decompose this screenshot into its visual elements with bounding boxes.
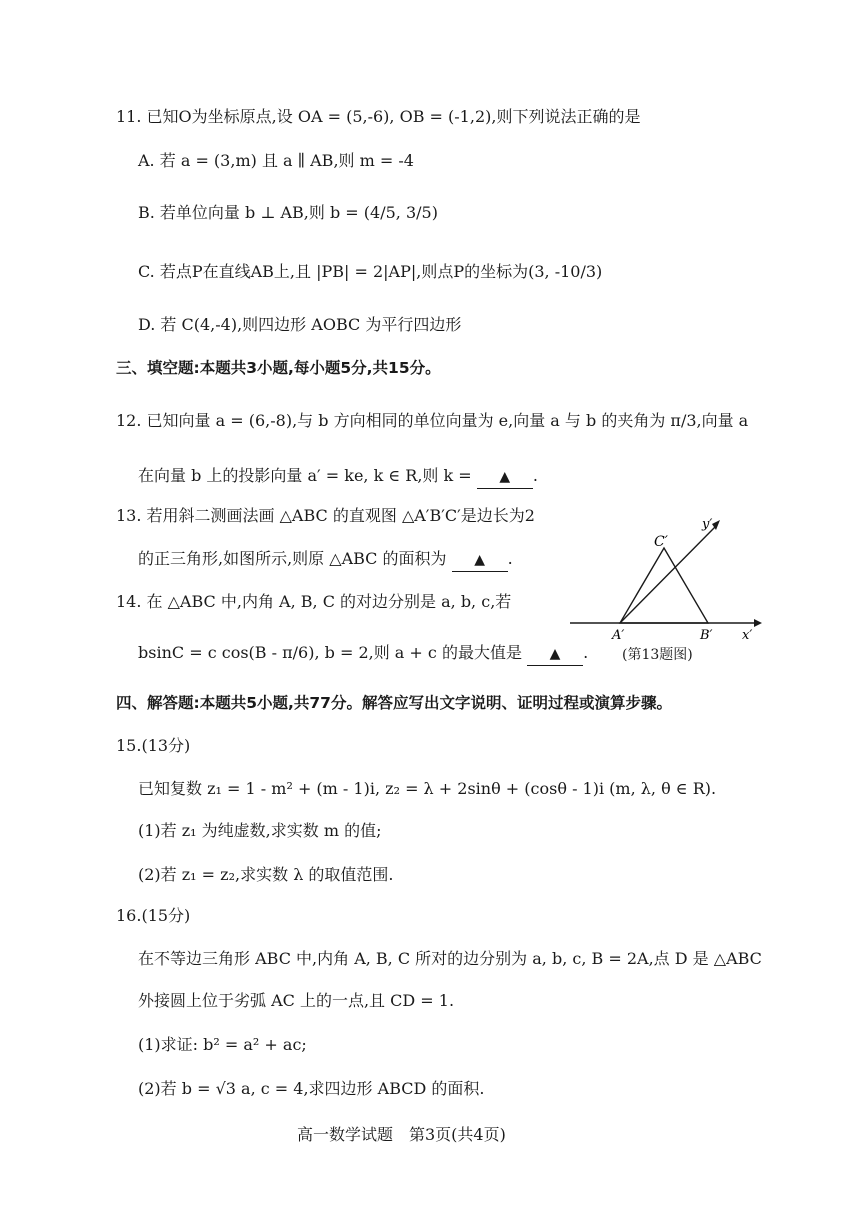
blank-triangle-icon: ▲ bbox=[499, 469, 511, 485]
q16-line1: 在不等边三角形 ABC 中,内角 A, B, C 所对的边分别为 a, b, c, B = 2A,点 D 是 △ABC bbox=[138, 949, 762, 968]
q11-stem: 11. 已知O为坐标原点,设 OA = (5,-6), OB = (-1,2),则下列说法正确的是 bbox=[116, 107, 641, 126]
triangle-a-b-c bbox=[620, 548, 708, 623]
q15-part2: (2)若 z₁ = z₂,求实数 λ 的取值范围. bbox=[138, 865, 394, 884]
q13-line2 bbox=[138, 548, 513, 572]
q12-line2 bbox=[138, 465, 538, 489]
y-axis bbox=[620, 526, 716, 623]
blank-period: . bbox=[507, 549, 513, 568]
q14-line1: 14. 在 △ABC 中,内角 A, B, C 的对边分别是 a, b, c,若 bbox=[116, 592, 512, 611]
label-a-prime: A′ bbox=[612, 628, 625, 643]
q13-line1: 13. 若用斜二测画法画 △ABC 的直观图 △A′B′C′是边长为2 bbox=[116, 506, 535, 525]
q15-part1: (1)若 z₁ 为纯虚数,求实数 m 的值; bbox=[138, 821, 382, 840]
answer-blank bbox=[477, 465, 533, 489]
blank-triangle-icon: ▲ bbox=[549, 646, 561, 662]
label-x-prime: x′ bbox=[742, 628, 753, 643]
section-fill-in-heading: 三、填空题:本题共3小题,每小题5分,共15分。 bbox=[116, 359, 441, 377]
answer-blank bbox=[452, 548, 508, 572]
q11-option-c: C. 若点P在直线AB上,且 |PB| = 2|AP|,则点P的坐标为(3, -10/3) bbox=[138, 262, 603, 281]
label-y-prime: y′ bbox=[702, 517, 713, 532]
q11-option-a: A. 若 a = (3,m) 且 a ∥ AB,则 m = -4 bbox=[138, 151, 414, 170]
q16-title: 16.(15分) bbox=[116, 906, 191, 925]
blank-triangle-icon: ▲ bbox=[474, 552, 485, 568]
blank-period: . bbox=[583, 643, 589, 662]
q11-option-b: B. 若单位向量 b ⊥ AB,则 b = (4/5, 3/5) bbox=[138, 203, 438, 222]
q15-title: 15.(13分) bbox=[116, 736, 191, 755]
q14-text: bsinC = c cos(B - π/6), b = 2,则 a + c 的最大值是 bbox=[138, 643, 522, 662]
q16-line2: 外接圆上位于劣弧 AC 上的一点,且 CD = 1. bbox=[138, 991, 455, 1010]
q15-line1: 已知复数 z₁ = 1 - m² + (m - 1)i, z₂ = λ + 2sinθ + (cosθ - 1)i (m, λ, θ ∈ R). bbox=[138, 779, 717, 798]
x-axis-arrow-icon bbox=[754, 619, 762, 627]
q12-text: 在向量 b 上的投影向量 a′ = ke, k ∈ R,则 k = bbox=[138, 466, 472, 485]
label-c-prime: C′ bbox=[654, 534, 668, 550]
blank-period: . bbox=[532, 466, 538, 485]
q13-text: 的正三角形,如图所示,则原 △ABC 的面积为 bbox=[138, 549, 447, 568]
q12-line1: 12. 已知向量 a = (6,-8),与 b 方向相同的单位向量为 e,向量 a 与 b 的夹角为 π/3,向量 a bbox=[116, 411, 749, 430]
page-footer: 高一数学试题 第3页(共4页) bbox=[297, 1125, 506, 1144]
label-b-prime: B′ bbox=[700, 628, 713, 643]
figure-caption: (第13题图) bbox=[622, 647, 693, 663]
section-answer-heading: 四、解答题:本题共5小题,共77分。解答应写出文字说明、证明过程或演算步骤。 bbox=[116, 694, 672, 712]
q16-part1: (1)求证: b² = a² + ac; bbox=[138, 1035, 307, 1054]
q11-option-d: D. 若 C(4,-4),则四边形 AOBC 为平行四边形 bbox=[138, 315, 462, 334]
q16-part2: (2)若 b = √3 a, c = 4,求四边形 ABCD 的面积. bbox=[138, 1079, 485, 1098]
q14-line2 bbox=[138, 642, 588, 666]
